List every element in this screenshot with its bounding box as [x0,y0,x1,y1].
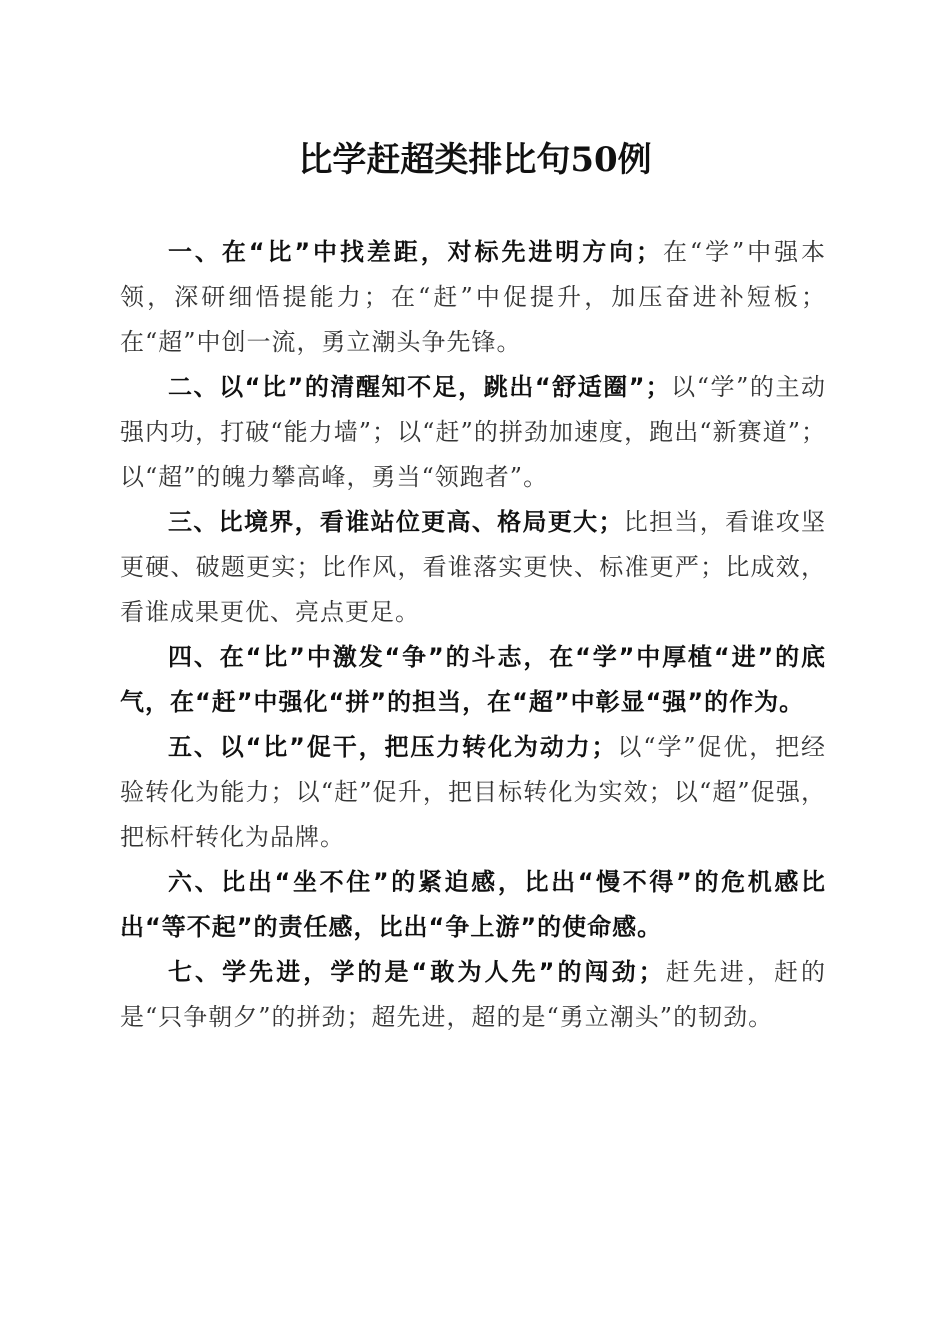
paragraph-lead: 五、以“比”促干，把压力转化为动力； [168,733,617,761]
paragraph-lead: 一、在“比”中找差距，对标先进明方向； [168,238,662,266]
paragraph-2 [120,365,826,500]
paragraph-rest: 以“学”促优，把经验转化为能力；以“赶”促升，把目标转化为实效；以“超”促强，把标杆转化为品牌。 [120,733,826,851]
paragraph-lead: 四、在“比”中激发“争”的斗志，在“学”中厚植“进”的底气，在“赶”中强化“拼”的担当，在“超”中彰显“强”的作为。 [120,643,826,716]
document-title: 比学赶超类排比句50例 [298,140,652,180]
paragraph-rest: 以“学”的主动强内功，打破“能力墙”；以“赶”的拼劲加速度，跑出“新赛道”；以“超”的魄力攀高峰，勇当“领跑者”。 [120,373,826,491]
paragraph-3 [120,500,826,635]
paragraph-lead: 六、比出“坐不住”的紧迫感，比出“慢不得”的危机感比出“等不起”的责任感，比出“争上游”的使命感。 [120,868,826,941]
document-body [120,230,826,1040]
paragraph-lead: 三、比境界，看谁站位更高、格局更大； [168,508,624,536]
paragraph-rest: 赶先进，赶的是“只争朝夕”的拼劲；超先进，超的是“勇立潮头”的韧劲。 [120,958,827,1031]
paragraph-6 [120,860,826,950]
paragraph-1 [120,230,826,365]
paragraph-5 [120,725,826,860]
paragraph-rest: 在“学”中强本领，深研细悟提能力；在“赶”中促提升，加压奋进补短板；在“超”中创一流，勇立潮头争先锋。 [120,238,826,356]
paragraph-7 [120,950,826,1040]
paragraph-lead: 二、以“比”的清醒知不足，跳出“舒适圈”； [168,373,671,401]
paragraph-4 [120,635,826,725]
paragraph-lead: 七、学先进，学的是“敢为人先”的闯劲； [168,958,664,986]
paragraph-rest: 比担当，看谁攻坚更硬、破题更实；比作风，看谁落实更快、标准更严；比成效，看谁成果更优、亮点更足。 [120,508,827,626]
